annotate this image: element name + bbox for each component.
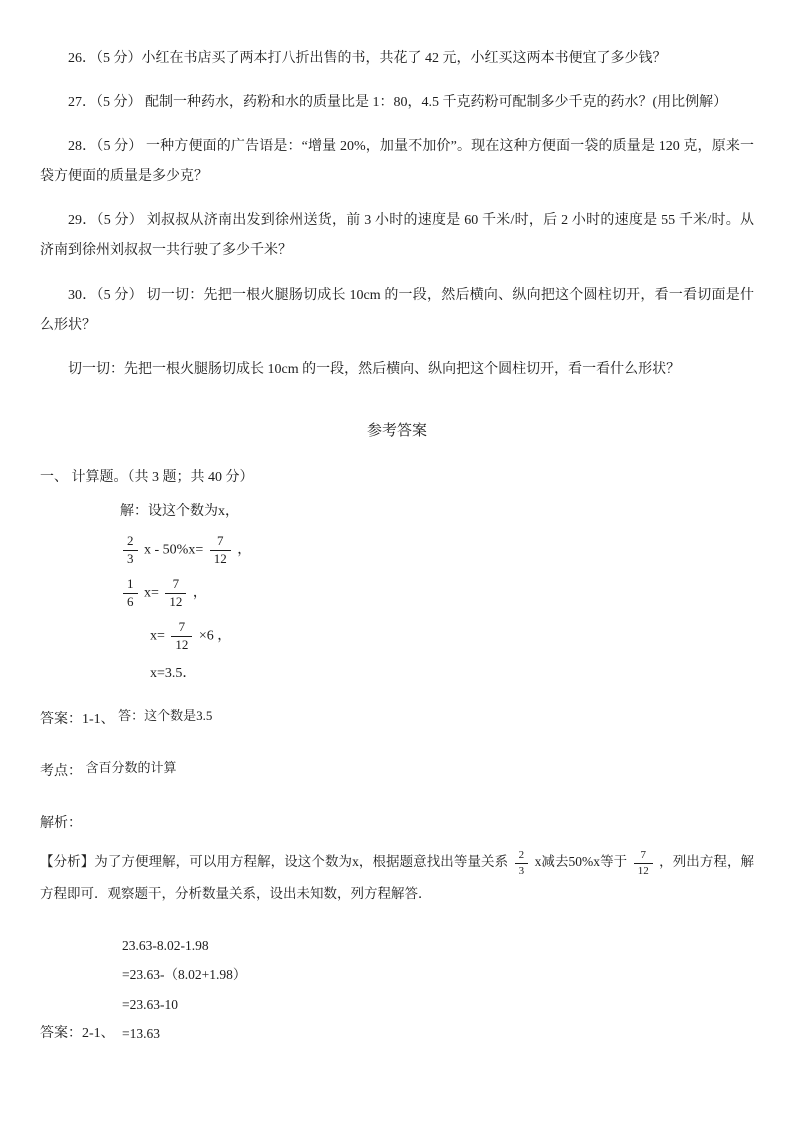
analysis-text: ，列出方程，解方程即可．观察题干，分析数量关系，设出未知数，列方程解答． [40,854,755,901]
solution-1 [40,500,754,683]
equation-text: x= [144,585,159,601]
question-28: 28．（5 分） 一种方便面的广告语是：“增量 20%，加量不加价”。现在这种方便面一袋的质量是 120 克，原来一袋方便面的质量是多少克？ [40,139,754,185]
solution1-line-4 [150,620,754,653]
question-26: 26．（5 分）小红在书店买了两本打八折出售的书，共花了 42 元，小红买这两本书便宜了多少钱？ [68,51,667,66]
fraction-denominator: 12 [175,636,189,652]
solution2-final-row [40,1021,754,1047]
fraction-numerator: 1 [123,577,138,594]
solution1-line-1: 解：设这个数为x， [120,503,239,519]
solution1-line-3 [120,577,754,610]
solution2-line-1: 23.63-8.02-1.98 [122,937,209,953]
fraction-numerator: 7 [165,577,186,594]
question-30: 30．（5 分） 切一切：先把一根火腿肠切成长 10cm 的一段，然后横向、纵向把这个圆柱切开，看一看切面是什么形状？ [40,287,754,333]
fraction-numerator: 2 [123,534,138,551]
solution2-line-4: =13.63 [122,1026,160,1042]
fraction-2-3 [123,534,138,567]
section-1-heading: 一、 计算题。（共 3 题；共 40 分） [40,469,254,485]
equation-text: x - 50%x= [144,542,204,558]
equation-text: ×6 ， [198,628,232,644]
equation-text: x= [150,628,165,644]
fraction-7-12 [210,534,231,567]
answer-2-label: 答案：2-1、 [40,1026,115,1042]
knowledge-point-line [40,760,754,780]
equation-text: ， [192,585,207,601]
fraction-numerator: 7 [634,849,653,864]
solution-2 [40,933,754,1048]
solution2-line-2: =23.63-（8.02+1.98） [122,967,247,983]
analysis-heading: 解析： [40,816,82,832]
fraction-denominator: 3 [518,864,525,877]
solution2-line-3: =23.63-10 [122,996,178,1012]
question-27: 27．（5 分） 配制一种药水，药粉和水的质量比是 1：80，4.5 千克药粉可配制多少千克的药水？(用比例解） [68,95,728,111]
fraction-numerator: 7 [171,620,192,637]
fraction-denominator: 12 [169,593,183,609]
knowledge-point-label: 考点： [40,764,82,780]
solution1-line-2 [120,534,754,567]
fraction-denominator: 6 [127,593,134,609]
fraction-denominator: 12 [213,550,227,566]
fraction-2-3 [515,849,529,877]
answers-title: 参考答案 [366,422,427,439]
analysis-text: x减去50%x等于 [534,854,628,870]
fraction-7-12 [165,577,186,610]
analysis-paragraph [40,846,754,908]
fraction-7-12 [634,849,653,877]
answer-1-label: 答案：1-1、 [40,712,115,728]
knowledge-point-text: 含百分数的计算 [85,760,177,776]
question-30-repeat: 切一切：先把一根火腿肠切成长 10cm 的一段，然后横向、纵向把这个圆柱切开，看一看什么形状？ [68,361,681,377]
fraction-numerator: 7 [210,534,231,551]
answer-1-text: 答：这个数是3.5 [118,708,213,724]
fraction-1-6 [123,577,138,610]
fraction-denominator: 3 [127,550,134,566]
analysis-text: 【分析】为了方便理解，可以用方程解，设这个数为x，根据题意找出等量关系 [40,854,509,870]
fraction-7-12 [171,620,192,653]
question-29: 29．（5 分） 刘叔叔从济南出发到徐州送货，前 3 小时的速度是 60 千米/时，后 2 小时的速度是 55 千米/时。从济南到徐州刘叔叔一共行驶了多少千米？ [40,213,754,259]
fraction-numerator: 2 [515,849,529,864]
solution1-line-5: x=3.5． [150,666,197,682]
equation-text: ， [237,542,252,558]
answer-1-line [40,708,754,728]
fraction-denominator: 12 [637,864,649,877]
questions-section [40,44,754,385]
